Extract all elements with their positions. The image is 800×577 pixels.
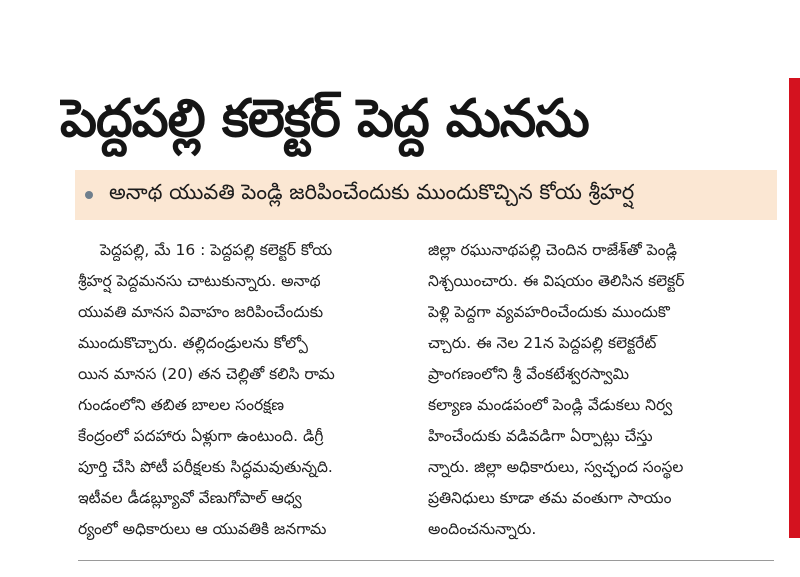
- subheadline: అనాథ యువతి పెండ్లి జరిపించేందుకు ముందుకొచ్చిన కోయ శ్రీహర్ష: [109, 180, 635, 204]
- article-line: యువతి మానస వివాహం జరిపించేందుకు: [78, 303, 324, 321]
- article-line: నిశ్చయించారు. ఈ విషయం తెలిసిన కలెక్టర్‌: [428, 272, 685, 290]
- article-line: కేంద్రంలో పదహారు ఏళ్లుగా ఉంటుంది. డిగ్రీ: [78, 427, 324, 445]
- article-line: ఇటీవల డీడబ్ల్యూవో వేణుగోపాల్‌ ఆధ్వ: [78, 489, 302, 507]
- article-line: ప్రాంగణంలోని శ్రీ వేంకటేశ్వరస్వామి: [428, 365, 630, 383]
- article-line: హించేందుకు వడివడిగా ఏర్పాట్లు చేస్తు: [428, 427, 653, 445]
- headline: పెద్దపల్లి కలెక్టర్‌ పెద్ద మనసు: [60, 89, 589, 149]
- article-line: పెళ్లి పెద్దగా వ్యవహరించేందుకు ముందుకొ: [428, 303, 670, 321]
- bullet-icon: [85, 191, 93, 199]
- article-line: ముందుకొచ్చారు. తల్లిదండ్రులను కోల్పో: [78, 334, 308, 352]
- article-line: శ్రీహర్ష పెద్దమనసు చాటుకున్నారు. అనాథ: [78, 272, 321, 290]
- article-line: చ్చారు. ఈ నెల 21న పెద్దపల్లి కలెక్టరేట్‌: [428, 334, 657, 352]
- accent-bar: [789, 78, 800, 538]
- article-line: న్నారు. జిల్లా అధికారులు, స్వచ్ఛంద సంస్థల: [428, 458, 684, 476]
- article-column-right: [428, 235, 768, 545]
- article-line: కల్యాణ మండపంలో పెండ్లి వేడుకలు నిర్వ: [428, 396, 673, 414]
- article-line: పూర్తి చేసి పోటీ పరీక్షలకు సిద్ధమవుతున్నది.: [78, 458, 333, 476]
- article-line: అందించనున్నారు.: [428, 520, 537, 538]
- article-line: ర్యంలో అధికారులు ఆ యువతికి జనగామ: [78, 520, 327, 538]
- article-line: పెద్దపల్లి, మే 16 : పెద్దపల్లి కలెక్టర్‌ కోయ: [100, 241, 333, 259]
- subheadline-box: [75, 170, 777, 220]
- article-line: జిల్లా రఘునాథపల్లి చెందిన రాజేశ్‌తో పెండ్లి: [428, 241, 677, 259]
- article-line: గుండంలోని తబిత బాలల సంరక్షణ: [78, 396, 285, 414]
- article-line: ప్రతినిధులు కూడా తమ వంతుగా సాయం: [428, 489, 672, 507]
- article-column-left: [78, 235, 418, 545]
- article-line: యిన మానస (20) తన చెల్లితో కలిసి రామ: [78, 365, 335, 383]
- bottom-divider: [78, 560, 774, 561]
